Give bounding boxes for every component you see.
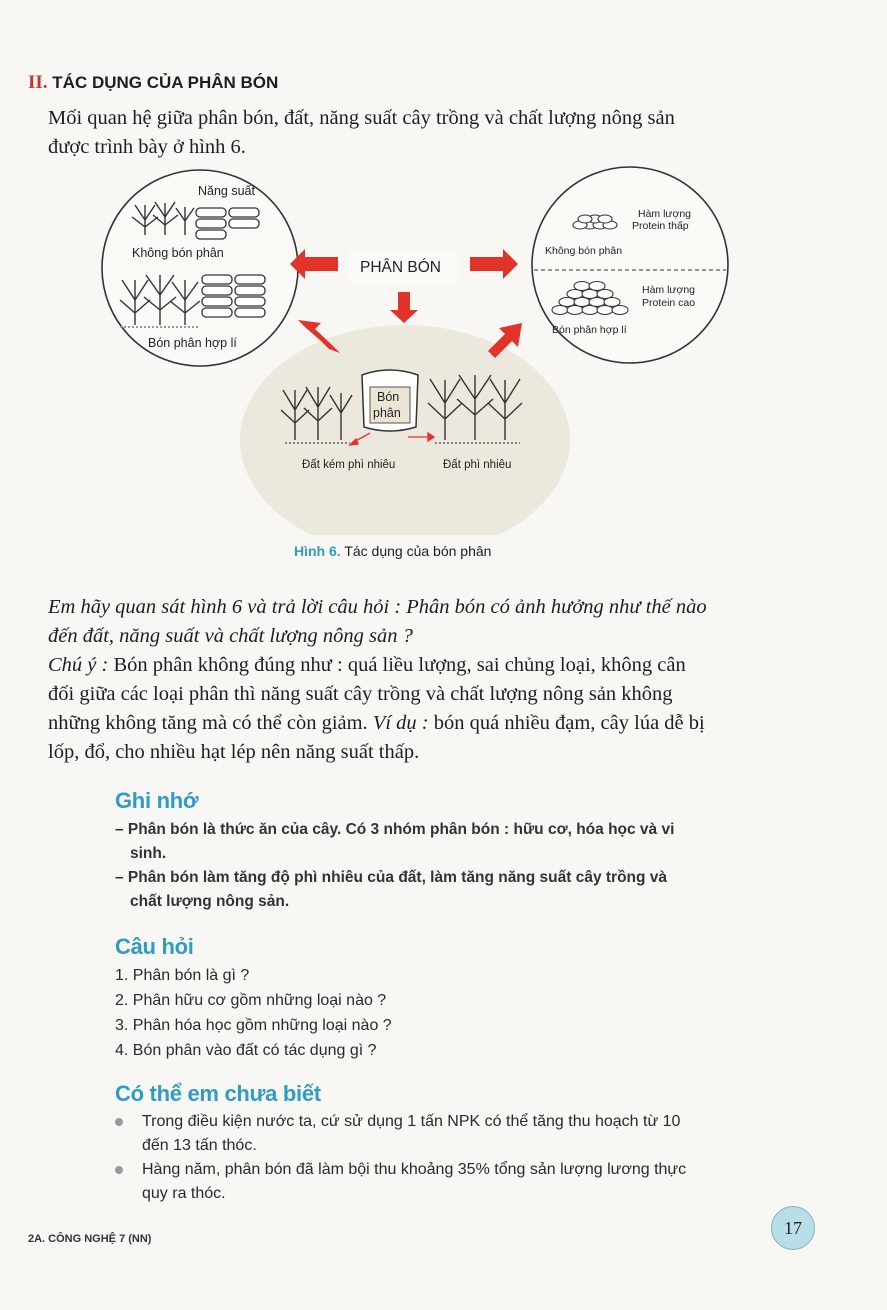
- bullet-icon: [115, 1166, 123, 1174]
- label-protein-low-1: Hàm lượng: [638, 208, 692, 220]
- label-fert-left: Bón phân hợp lí: [148, 336, 237, 350]
- page-number: 17: [771, 1206, 815, 1250]
- section-title-text: TÁC DỤNG CỦA PHÂN BÓN: [52, 73, 279, 92]
- note-line-1-text: Bón phân không đúng như : quá liều lượng, sai chủng loại, không cân: [108, 654, 686, 676]
- bag-label-1: Bón: [377, 390, 400, 404]
- label-yield: Năng suất: [198, 184, 255, 198]
- arrow-right: [470, 249, 518, 279]
- note-line-3: [48, 709, 705, 738]
- note-label: Chú ý :: [48, 654, 109, 676]
- bag-label-2: phân: [373, 406, 401, 420]
- remember-item-2-line-2: chất lượng nông sản.: [130, 893, 290, 910]
- fact-1-line-2: đến 13 tấn thóc.: [142, 1137, 257, 1154]
- section-title: [28, 72, 278, 94]
- question-item-2: 2. Phân hữu cơ gồm những loại nào ?: [115, 992, 387, 1009]
- questions-heading: Câu hỏi: [115, 934, 194, 959]
- book-label: 2A. CÔNG NGHỆ 7 (NN): [28, 1233, 152, 1245]
- section-number: II.: [28, 72, 48, 93]
- label-protein-low-2: Protein thấp: [632, 220, 689, 232]
- label-protein-high-1: Hàm lượng: [642, 284, 696, 296]
- question-line-1: Em hãy quan sát hình 6 và trả lời câu hỏi : Phân bón có ảnh hưởng như thế nào: [48, 596, 707, 618]
- figure-6: [90, 165, 740, 535]
- label-fert-right: Bón phân hợp lí: [552, 324, 627, 336]
- label-poor-soil: Đất kém phì nhiêu: [302, 459, 396, 471]
- remember-item-1-line-2: sinh.: [130, 845, 167, 862]
- remember-item-2-line-1: – Phân bón làm tăng độ phì nhiêu của đất, làm tăng năng suất cây trồng và: [115, 869, 668, 886]
- question-item-3: 3. Phân hóa học gồm những loại nào ?: [115, 1017, 392, 1034]
- caption-text: Tác dụng của bón phân: [344, 543, 492, 559]
- intro-line-1: Mối quan hệ giữa phân bón, đất, năng suất cây trồng và chất lượng nông sản: [48, 107, 675, 129]
- remember-heading: Ghi nhớ: [115, 788, 199, 813]
- label-no-fert-left: Không bón phân: [132, 246, 224, 260]
- question-line-2: đến đất, năng suất và chất lượng nông sản ?: [48, 625, 413, 647]
- caption-label: Hình 6.: [294, 543, 341, 559]
- label-rich-soil: Đất phì nhiêu: [443, 459, 512, 471]
- center-label: PHÂN BÓN: [360, 259, 441, 276]
- fact-1-line-1: Trong điều kiện nước ta, cứ sử dụng 1 tấn NPK có thể tăng thu hoạch từ 10: [142, 1113, 681, 1130]
- question-item-1: 1. Phân bón là gì ?: [115, 967, 250, 984]
- figure-illustration: [90, 165, 740, 535]
- note-line-3-end: bón quá nhiều đạm, cây lúa dễ bị: [428, 712, 705, 734]
- label-protein-high-2: Protein cao: [642, 297, 696, 309]
- question-item-4: 4. Bón phân vào đất có tác dụng gì ?: [115, 1042, 377, 1059]
- arrow-down: [390, 292, 418, 323]
- fact-2-line-2: quy ra thóc.: [142, 1185, 226, 1202]
- bullet-icon: [115, 1118, 123, 1126]
- figure-caption: [294, 543, 491, 559]
- example-label: Ví dụ :: [372, 712, 429, 734]
- fact-2-line-1: Hàng năm, phân bón đã làm bội thu khoảng 35% tổng sản lượng lương thực: [142, 1161, 687, 1178]
- intro-line-2: được trình bày ở hình 6.: [48, 136, 246, 158]
- grain-pile-low: [573, 215, 617, 229]
- remember-item-1-line-1: – Phân bón là thức ăn của cây. Có 3 nhóm phân bón : hữu cơ, hóa học và vi: [115, 821, 675, 838]
- note-line-1: [48, 651, 686, 680]
- label-no-fert-right: Không bón phân: [545, 245, 623, 257]
- note-line-4: lốp, đổ, cho nhiều hạt lép nên năng suất thấp.: [48, 741, 420, 763]
- did-you-know-heading: Có thể em chưa biết: [115, 1081, 321, 1106]
- note-line-2: đối giữa các loại phân thì năng suất cây trồng và chất lượng nông sản không: [48, 683, 673, 705]
- note-line-3-start: những không tăng mà có thể còn giảm.: [48, 712, 373, 734]
